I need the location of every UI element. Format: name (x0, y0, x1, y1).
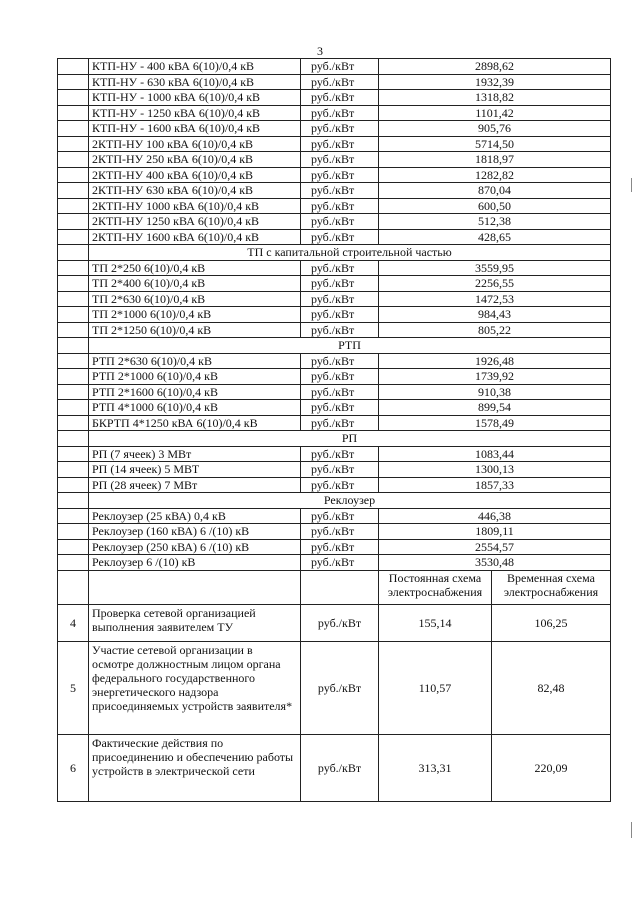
price-value: 428,65 (379, 229, 611, 245)
row-number-cell (58, 74, 89, 90)
equipment-name: КТП-НУ - 1600 кВА 6(10)/0,4 кВ (89, 121, 301, 137)
row-number-cell (58, 539, 89, 555)
price-value: 2256,55 (379, 276, 611, 292)
scan-edge-mark (631, 178, 632, 192)
table-row (58, 446, 611, 462)
unit-cell: руб./кВт (301, 415, 379, 431)
permanent-value: 313,31 (379, 734, 492, 801)
unit-cell: руб./кВт (301, 90, 379, 106)
equipment-name: ТП 2*400 6(10)/0,4 кВ (89, 276, 301, 292)
equipment-name: КТП-НУ - 1000 кВА 6(10)/0,4 кВ (89, 90, 301, 106)
price-value: 1857,33 (379, 477, 611, 493)
table-row (58, 136, 611, 152)
price-value: 5714,50 (379, 136, 611, 152)
equipment-name: РТП 4*1000 6(10)/0,4 кВ (89, 400, 301, 416)
unit-cell: руб./кВт (301, 604, 379, 641)
row-number-cell (58, 555, 89, 571)
row-number-cell (58, 167, 89, 183)
service-row (58, 641, 611, 734)
equipment-name: Реклоузер 6 /(10) кВ (89, 555, 301, 571)
table-row (58, 555, 611, 571)
row-number-cell (58, 508, 89, 524)
price-value: 3559,95 (379, 260, 611, 276)
equipment-name: РТП 2*630 6(10)/0,4 кВ (89, 353, 301, 369)
empty-cell (89, 570, 301, 604)
equipment-name: Реклоузер (25 кВА) 0,4 кВ (89, 508, 301, 524)
equipment-name: 2КТП-НУ 630 кВА 6(10)/0,4 кВ (89, 183, 301, 199)
equipment-name: КТП-НУ - 1250 кВА 6(10)/0,4 кВ (89, 105, 301, 121)
equipment-name: ТП 2*250 6(10)/0,4 кВ (89, 260, 301, 276)
price-value: 600,50 (379, 198, 611, 214)
row-number-cell (58, 229, 89, 245)
price-value: 1472,53 (379, 291, 611, 307)
scheme-header-row (58, 570, 611, 604)
table-row (58, 400, 611, 416)
temporary-scheme-header: Временная схема электроснабжения (492, 570, 611, 604)
permanent-value: 155,14 (379, 604, 492, 641)
row-number-cell (58, 183, 89, 199)
row-number-cell (58, 105, 89, 121)
price-value: 1578,49 (379, 415, 611, 431)
table-row (58, 477, 611, 493)
item-number: 4 (58, 604, 89, 641)
section-heading-row (58, 431, 611, 447)
price-value: 446,38 (379, 508, 611, 524)
table-row (58, 260, 611, 276)
table-row (58, 105, 611, 121)
row-number-cell (58, 276, 89, 292)
table-row (58, 322, 611, 338)
price-value: 1300,13 (379, 462, 611, 478)
row-number-cell (58, 369, 89, 385)
temporary-value: 82,48 (492, 641, 611, 734)
equipment-name: ТП 2*1250 6(10)/0,4 кВ (89, 322, 301, 338)
price-value: 1809,11 (379, 524, 611, 540)
table-row (58, 74, 611, 90)
unit-cell: руб./кВт (301, 229, 379, 245)
price-value: 1739,92 (379, 369, 611, 385)
unit-cell: руб./кВт (301, 74, 379, 90)
service-row (58, 734, 611, 801)
table-row (58, 539, 611, 555)
unit-cell: руб./кВт (301, 152, 379, 168)
equipment-name: 2КТП-НУ 1600 кВА 6(10)/0,4 кВ (89, 229, 301, 245)
unit-cell: руб./кВт (301, 291, 379, 307)
section-heading: РТП (89, 338, 611, 354)
equipment-name: РТП 2*1000 6(10)/0,4 кВ (89, 369, 301, 385)
unit-cell: руб./кВт (301, 641, 379, 734)
equipment-name: 2КТП-НУ 250 кВА 6(10)/0,4 кВ (89, 152, 301, 168)
row-number-cell (58, 446, 89, 462)
unit-cell: руб./кВт (301, 734, 379, 801)
unit-cell: руб./кВт (301, 59, 379, 75)
section-heading: Реклоузер (89, 493, 611, 509)
row-number-cell (58, 121, 89, 137)
table-row (58, 369, 611, 385)
row-number-cell (58, 493, 89, 509)
unit-cell: руб./кВт (301, 384, 379, 400)
equipment-name: 2КТП-НУ 100 кВА 6(10)/0,4 кВ (89, 136, 301, 152)
item-number: 6 (58, 734, 89, 801)
section-heading-row (58, 493, 611, 509)
table-row (58, 121, 611, 137)
equipment-name: БКРТП 4*1250 кВА 6(10)/0,4 кВ (89, 415, 301, 431)
equipment-name: 2КТП-НУ 400 кВА 6(10)/0,4 кВ (89, 167, 301, 183)
price-value: 1282,82 (379, 167, 611, 183)
section-heading-row (58, 338, 611, 354)
service-row (58, 604, 611, 641)
table-row (58, 90, 611, 106)
unit-cell: руб./кВт (301, 353, 379, 369)
table-row (58, 214, 611, 230)
equipment-name: Реклоузер (250 кВА) 6 /(10) кВ (89, 539, 301, 555)
price-value: 2554,57 (379, 539, 611, 555)
price-value: 2898,62 (379, 59, 611, 75)
unit-cell: руб./кВт (301, 121, 379, 137)
row-number-cell (58, 307, 89, 323)
equipment-name: РП (14 ячеек) 5 МВТ (89, 462, 301, 478)
price-value: 910,38 (379, 384, 611, 400)
unit-cell: руб./кВт (301, 198, 379, 214)
row-number-cell (58, 152, 89, 168)
price-value: 1818,97 (379, 152, 611, 168)
equipment-name: РП (7 ячеек) 3 МВт (89, 446, 301, 462)
price-value: 1926,48 (379, 353, 611, 369)
section-heading: РП (89, 431, 611, 447)
price-value: 1318,82 (379, 90, 611, 106)
service-description: Проверка сетевой организацией выполнения заявителем ТУ (89, 604, 301, 641)
section-heading: ТП с капитальной строительной частью (89, 245, 611, 261)
empty-cell (58, 570, 89, 604)
table-row (58, 276, 611, 292)
row-number-cell (58, 400, 89, 416)
row-number-cell (58, 260, 89, 276)
service-description: Участие сетевой организации в осмотре должностным лицом органа федерального государственного энергетического надзора присоединяемых устройств заявителя* (89, 641, 301, 734)
permanent-value: 110,57 (379, 641, 492, 734)
price-value: 899,54 (379, 400, 611, 416)
unit-cell: руб./кВт (301, 446, 379, 462)
tariff-table (57, 58, 611, 802)
empty-cell (301, 570, 379, 604)
table-row (58, 384, 611, 400)
price-value: 1083,44 (379, 446, 611, 462)
unit-cell: руб./кВт (301, 276, 379, 292)
table-row (58, 508, 611, 524)
unit-cell: руб./кВт (301, 400, 379, 416)
row-number-cell (58, 136, 89, 152)
table-row (58, 229, 611, 245)
table-row (58, 152, 611, 168)
table-row (58, 291, 611, 307)
equipment-name: Реклоузер (160 кВА) 6 /(10) кВ (89, 524, 301, 540)
unit-cell: руб./кВт (301, 214, 379, 230)
unit-cell: руб./кВт (301, 369, 379, 385)
item-number: 5 (58, 641, 89, 734)
equipment-name: ТП 2*1000 6(10)/0,4 кВ (89, 307, 301, 323)
unit-cell: руб./кВт (301, 167, 379, 183)
section-heading-row (58, 245, 611, 261)
equipment-name: КТП-НУ - 400 кВА 6(10)/0,4 кВ (89, 59, 301, 75)
row-number-cell (58, 322, 89, 338)
table-row (58, 198, 611, 214)
row-number-cell (58, 462, 89, 478)
table-row (58, 59, 611, 75)
temporary-value: 220,09 (492, 734, 611, 801)
row-number-cell (58, 59, 89, 75)
table-row (58, 462, 611, 478)
table-row (58, 167, 611, 183)
permanent-scheme-header: Постоянная схема электроснабжения (379, 570, 492, 604)
row-number-cell (58, 477, 89, 493)
equipment-name: 2КТП-НУ 1250 кВА 6(10)/0,4 кВ (89, 214, 301, 230)
price-value: 1932,39 (379, 74, 611, 90)
row-number-cell (58, 245, 89, 261)
unit-cell: руб./кВт (301, 524, 379, 540)
price-value: 3530,48 (379, 555, 611, 571)
row-number-cell (58, 338, 89, 354)
price-value: 870,04 (379, 183, 611, 199)
price-value: 905,76 (379, 121, 611, 137)
unit-cell: руб./кВт (301, 539, 379, 555)
equipment-name: КТП-НУ - 630 кВА 6(10)/0,4 кВ (89, 74, 301, 90)
row-number-cell (58, 524, 89, 540)
table-row (58, 415, 611, 431)
page-number: 3 (317, 44, 323, 58)
equipment-name: 2КТП-НУ 1000 кВА 6(10)/0,4 кВ (89, 198, 301, 214)
row-number-cell (58, 431, 89, 447)
unit-cell: руб./кВт (301, 322, 379, 338)
table-row (58, 353, 611, 369)
table-row (58, 183, 611, 199)
row-number-cell (58, 415, 89, 431)
service-description: Фактические действия по присоединению и обеспечению работы устройств в электрической сети (89, 734, 301, 801)
price-value: 512,38 (379, 214, 611, 230)
row-number-cell (58, 90, 89, 106)
row-number-cell (58, 198, 89, 214)
price-value: 984,43 (379, 307, 611, 323)
table-row (58, 307, 611, 323)
unit-cell: руб./кВт (301, 307, 379, 323)
temporary-value: 106,25 (492, 604, 611, 641)
price-value: 805,22 (379, 322, 611, 338)
table-row (58, 524, 611, 540)
unit-cell: руб./кВт (301, 462, 379, 478)
unit-cell: руб./кВт (301, 508, 379, 524)
price-value: 1101,42 (379, 105, 611, 121)
unit-cell: руб./кВт (301, 477, 379, 493)
row-number-cell (58, 384, 89, 400)
row-number-cell (58, 353, 89, 369)
unit-cell: руб./кВт (301, 136, 379, 152)
row-number-cell (58, 214, 89, 230)
unit-cell: руб./кВт (301, 105, 379, 121)
equipment-name: ТП 2*630 6(10)/0,4 кВ (89, 291, 301, 307)
unit-cell: руб./кВт (301, 555, 379, 571)
unit-cell: руб./кВт (301, 260, 379, 276)
unit-cell: руб./кВт (301, 183, 379, 199)
scan-edge-mark (631, 822, 632, 838)
equipment-name: РП (28 ячеек) 7 МВт (89, 477, 301, 493)
tariff-table-body (58, 59, 611, 802)
equipment-name: РТП 2*1600 6(10)/0,4 кВ (89, 384, 301, 400)
row-number-cell (58, 291, 89, 307)
